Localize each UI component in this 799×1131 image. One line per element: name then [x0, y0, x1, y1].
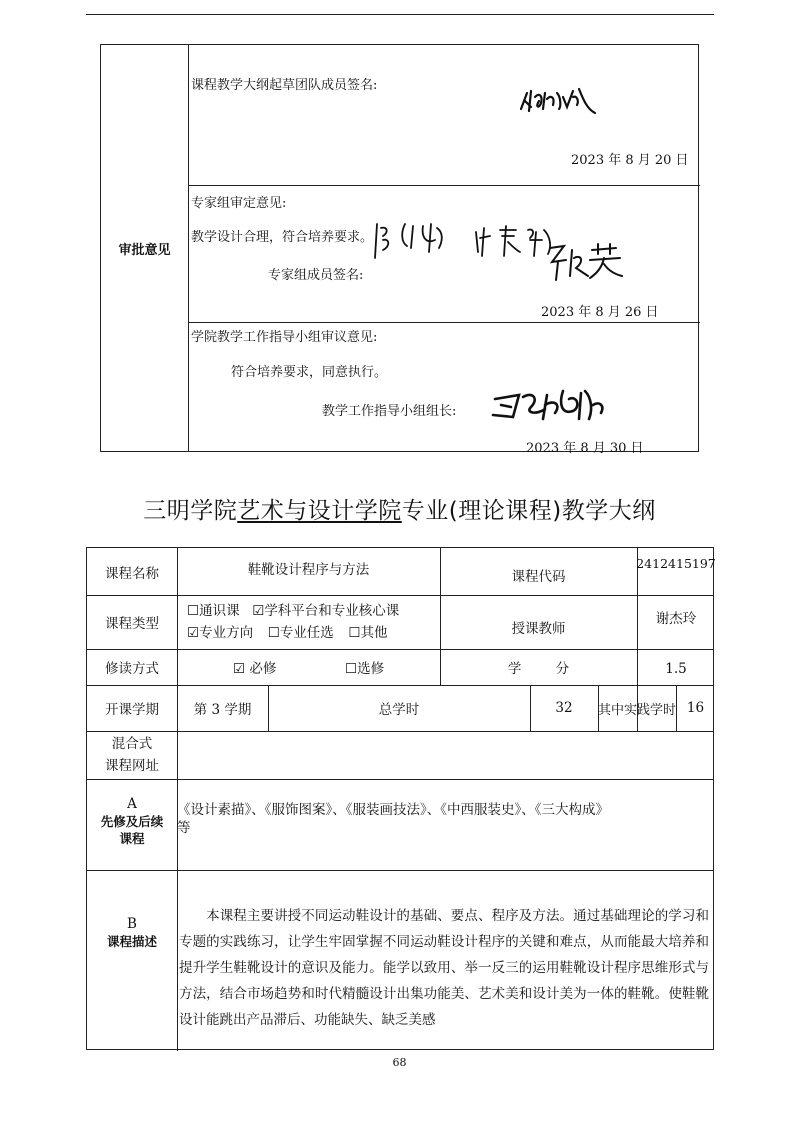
course-description: 本课程主要讲授不同运动鞋设计的基础、要点、程序及方法。通过基础理论的学习和专题的实践练习，让学生牢固掌握不同运动鞋设计程序的关键和难点，从而能最大培养和提升学生鞋靴设计的意识及能力。能学以致用、举一反三的运用鞋靴设计程序思维形式与方法，结合市场趋势和时代精髓设计出集功能美、艺术美和设计美为一体的鞋靴。使鞋靴设计能跳出产品滞后、功能缺失、缺乏美感	[179, 908, 709, 1028]
college-leader-signature	[489, 385, 619, 429]
course-url-label: 混合式 课程网址	[105, 736, 159, 774]
description-letter: B	[127, 915, 137, 932]
college-date: 2023 年 8 月 30 日	[526, 441, 644, 456]
practice-hours-label: 其中实践学时	[598, 702, 677, 718]
option-major-direction[interactable]: ☑专业方向	[187, 625, 254, 641]
study-mode-label: 修读方式	[105, 661, 159, 677]
title-prefix: 三明学院	[143, 498, 238, 524]
course-info-table	[86, 547, 714, 1050]
title-college: 艺术与设计学院	[237, 498, 402, 524]
option-elective[interactable]: ☐选修	[345, 661, 385, 677]
term-label: 开课学期	[105, 702, 159, 718]
prerequisite-label: A 先修及后续 课程	[100, 795, 164, 846]
team-signature-section	[189, 45, 700, 186]
expert-signature-1	[371, 218, 461, 262]
team-date: 2023 年 8 月 20 日	[571, 153, 689, 168]
option-other[interactable]: ☐其他	[348, 625, 388, 641]
option-major-elective[interactable]: ☐专业任选	[267, 625, 334, 641]
expert-date: 2023 年 8 月 26 日	[541, 305, 659, 320]
college-opinion: 符合培养要求，同意执行。	[231, 365, 388, 380]
college-leader-label: 教学工作指导小组组长:	[322, 404, 457, 419]
teacher-value: 谢杰玲	[655, 611, 697, 627]
course-name-label: 课程名称	[105, 565, 159, 582]
expert-members-label: 专家组成员签名:	[268, 268, 364, 283]
course-type-label: 课程类型	[105, 616, 159, 632]
team-caption: 课程教学大纲起草团队成员签名:	[191, 78, 378, 93]
college-caption: 学院教学工作指导小组审议意见:	[191, 330, 378, 345]
prerequisite-value: 《设计素描》、《服饰图案》、《服装画技法》、《中西服装史》、《三大构成》 等	[177, 802, 609, 836]
description-label: B 课程描述	[106, 915, 157, 949]
expert-caption: 专家组审定意见:	[191, 196, 287, 211]
team-signature-handwriting	[517, 83, 597, 119]
credit-value: 1.5	[665, 661, 687, 677]
teacher-label: 授课教师	[511, 621, 566, 637]
syllabus-title	[0, 492, 799, 525]
course-url-value[interactable]	[179, 731, 709, 779]
approval-label: 审批意见	[101, 45, 189, 451]
course-code-value: 2412415197	[636, 556, 716, 571]
title-suffix: 专业(理论课程)教学大纲	[401, 498, 656, 524]
course-name-value: 鞋靴设计程序与方法	[247, 561, 370, 578]
study-mode-options	[177, 649, 440, 685]
total-hours-label: 总学时	[378, 702, 420, 718]
prerequisite-letter: A	[127, 795, 137, 812]
page-number: 68	[392, 1056, 407, 1069]
term-value: 第 3 学期	[193, 702, 252, 718]
expert-opinion: 教学设计合理，符合培养要求。	[191, 230, 374, 245]
option-general-course[interactable]: ☐通识课	[187, 603, 240, 619]
option-core-course[interactable]: ☑学科平台和专业核心课	[252, 603, 400, 619]
expert-review-section	[189, 186, 700, 323]
approval-table	[100, 44, 699, 456]
college-review-section	[189, 323, 700, 456]
course-code-label: 课程代码	[511, 568, 566, 585]
header-rule	[86, 14, 714, 15]
practice-hours-value: 16	[686, 700, 705, 716]
credit-label: 学 分	[507, 661, 570, 677]
course-type-options	[187, 600, 437, 644]
expert-signature-3	[544, 240, 624, 284]
total-hours-value: 32	[555, 700, 573, 716]
option-compulsory[interactable]: ☑ 必修	[233, 661, 277, 677]
